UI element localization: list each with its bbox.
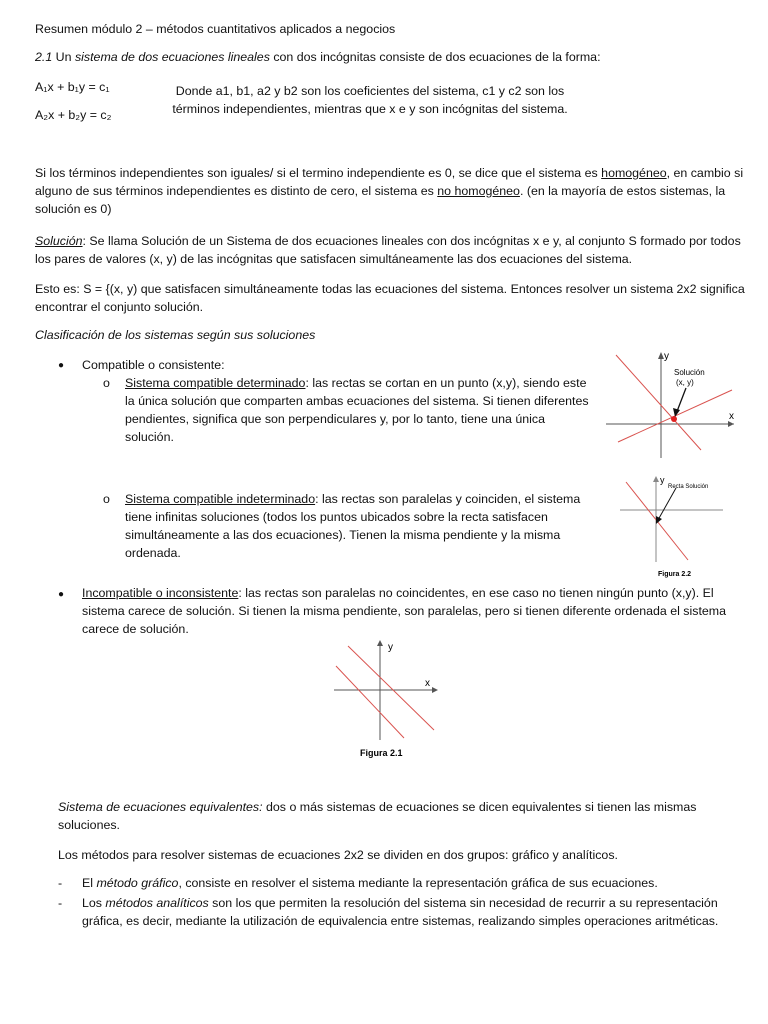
y-label: y — [388, 642, 393, 653]
x-label: x — [425, 678, 430, 689]
incompatible-text: : las rectas son paralelas no coincidentes, en ese caso no tienen ningún punto (x,y). El sistema carece de solución. Si tienen la misma pendiente, son paralelas, pero si tienen diferente ordenada el sistema carece de solución. — [82, 586, 726, 636]
term-equivalentes: Sistema de ecuaciones equivalentes: — [58, 800, 263, 814]
equation-note: Donde a1, b1, a2 y b2 son los coeficientes del sistema, c1 y c2 son los términos independientes, mientras que x e y son incógnitas del sistema. — [172, 84, 568, 116]
term-metodos-analiticos: métodos analíticos — [105, 896, 209, 910]
term-solucion: Solución — [35, 234, 83, 248]
term-incompatible: Incompatible o inconsistente — [82, 586, 239, 600]
figure-determinado — [606, 350, 736, 460]
term-no-homogeneo: no homogéneo — [437, 184, 520, 198]
figure-incompatible-graph — [332, 636, 444, 764]
figure-incompatible — [332, 636, 444, 764]
y-label: y — [664, 351, 669, 362]
bullet-dot: ● — [58, 360, 65, 371]
indeterminado-paragraph — [125, 490, 595, 562]
esto-es-paragraph: Esto es: S = {(x, y) que satisfacen simultáneamente todas las ecuaciones del sistema. Entonces resolver un sistema 2x2 significa encontrar el conjunto solución. — [35, 282, 745, 314]
solution-definition — [35, 232, 747, 268]
classification-title: Clasificación de los sistemas según sus soluciones — [35, 328, 316, 342]
method-analytic-item — [82, 894, 744, 930]
homog-b: , en cambio si alguno de sus términos independientes es distinto de cero, el sistema es — [35, 166, 744, 198]
homog-c: . (en la mayoría de estos sistemas, la solución es 0) — [35, 184, 726, 216]
pointer-arrow — [658, 488, 676, 520]
intersection-point — [671, 416, 677, 422]
section-2-1-intro — [35, 48, 745, 66]
m2-b: son los que permiten la resolución del sistema sin necesidad de recurrir a su representación gráfica, es decir, mediante la utilización de equivalencia entre sistemas, realizando simples operaciones aritméticas. — [82, 896, 719, 928]
sub-bullet-circle: o — [103, 492, 110, 506]
figure-determinado-graph — [606, 350, 736, 460]
intro-pre: Un — [52, 50, 75, 64]
parallel-line-1 — [348, 646, 434, 730]
term-homogeneo: homogéneo — [601, 166, 667, 180]
x-axis-arrow — [432, 687, 438, 693]
recta-label: Recta Solución — [668, 484, 709, 490]
m1-a: El — [82, 876, 97, 890]
solution-label: Solución — [674, 368, 705, 377]
intro-post: con dos incógnitas consiste de dos ecuaciones de la forma: — [269, 50, 601, 64]
parallel-line-2 — [336, 666, 404, 738]
incompatible-paragraph — [82, 584, 747, 638]
methods-paragraph: Los métodos para resolver sistemas de ecuaciones 2x2 se dividen en dos grupos: gráfico y analíticos. — [58, 848, 618, 862]
y-label: y — [660, 475, 665, 485]
dash-bullet: - — [58, 876, 63, 890]
sub-bullet-circle: o — [103, 376, 110, 390]
solution-text: : Se llama Solución de un Sistema de dos ecuaciones lineales con dos incógnitas x e y, al conjunto S formado por todos los pares de valores (x, y) de las incógnitas que satisfacen simultáneamente las dos ecuaciones del sistema. — [35, 234, 741, 266]
intro-term: sistema de dos ecuaciones lineales — [74, 50, 270, 64]
y-axis-arrow — [377, 640, 383, 646]
equivalent-text: dos o más sistemas de ecuaciones se dicen equivalentes si tienen las mismas soluciones. — [58, 800, 697, 832]
homog-a: Si los términos independientes son iguales/ si el termino independiente es 0, se dice que el sistema es — [35, 166, 602, 180]
section-number: 2.1 — [35, 50, 53, 64]
term-determinado: Sistema compatible determinado — [125, 376, 306, 390]
figure-2-2-caption: Figura 2.2 — [658, 571, 692, 578]
figure-2-1-caption: Figura 2.1 — [360, 748, 403, 758]
m1-b: , consiste en resolver el sistema mediante la representación gráfica de sus ecuaciones. — [178, 876, 658, 890]
determinado-paragraph — [125, 374, 595, 446]
equation-2: A₂x + b₂y = c₂ — [35, 108, 112, 122]
equivalent-systems-paragraph — [58, 798, 718, 834]
figure-indeterminado-graph — [618, 474, 728, 580]
compatible-heading: Compatible o consistente: — [82, 358, 225, 372]
m2-a: Los — [82, 896, 106, 910]
x-label: x — [729, 411, 734, 422]
doc-title: Resumen módulo 2 – métodos cuantitativos aplicados a negocios — [35, 22, 396, 36]
homogeneous-paragraph — [35, 164, 747, 218]
y-axis-arrow — [653, 476, 659, 482]
dash-bullet: - — [58, 896, 63, 910]
point-label: (x, y) — [676, 378, 694, 387]
determinado-text: : las rectas se cortan en un punto (x,y), siendo este la única solución que comparten ambas ecuaciones del sistema. Si tienen diferentes pendientes, significa que son perpendiculares y, por lo tanto, tiene una única solución. — [125, 376, 589, 444]
term-indeterminado: Sistema compatible indeterminado — [125, 492, 316, 506]
term-metodo-grafico: método gráfico — [96, 876, 179, 890]
method-graphic-item — [82, 874, 742, 892]
figure-indeterminado — [618, 474, 728, 580]
indeterminado-text: : las rectas son paralelas y coinciden, el sistema tiene infinitas soluciones (todos los puntos ubicados sobre la recta satisfacen simultáneamente a las dos ecuaciones). Tienen la misma pendiente y la misma ordenada. — [125, 492, 581, 560]
bullet-dot: ● — [58, 589, 65, 600]
equation-1: A₁x + b₁y = c₁ — [35, 80, 110, 94]
